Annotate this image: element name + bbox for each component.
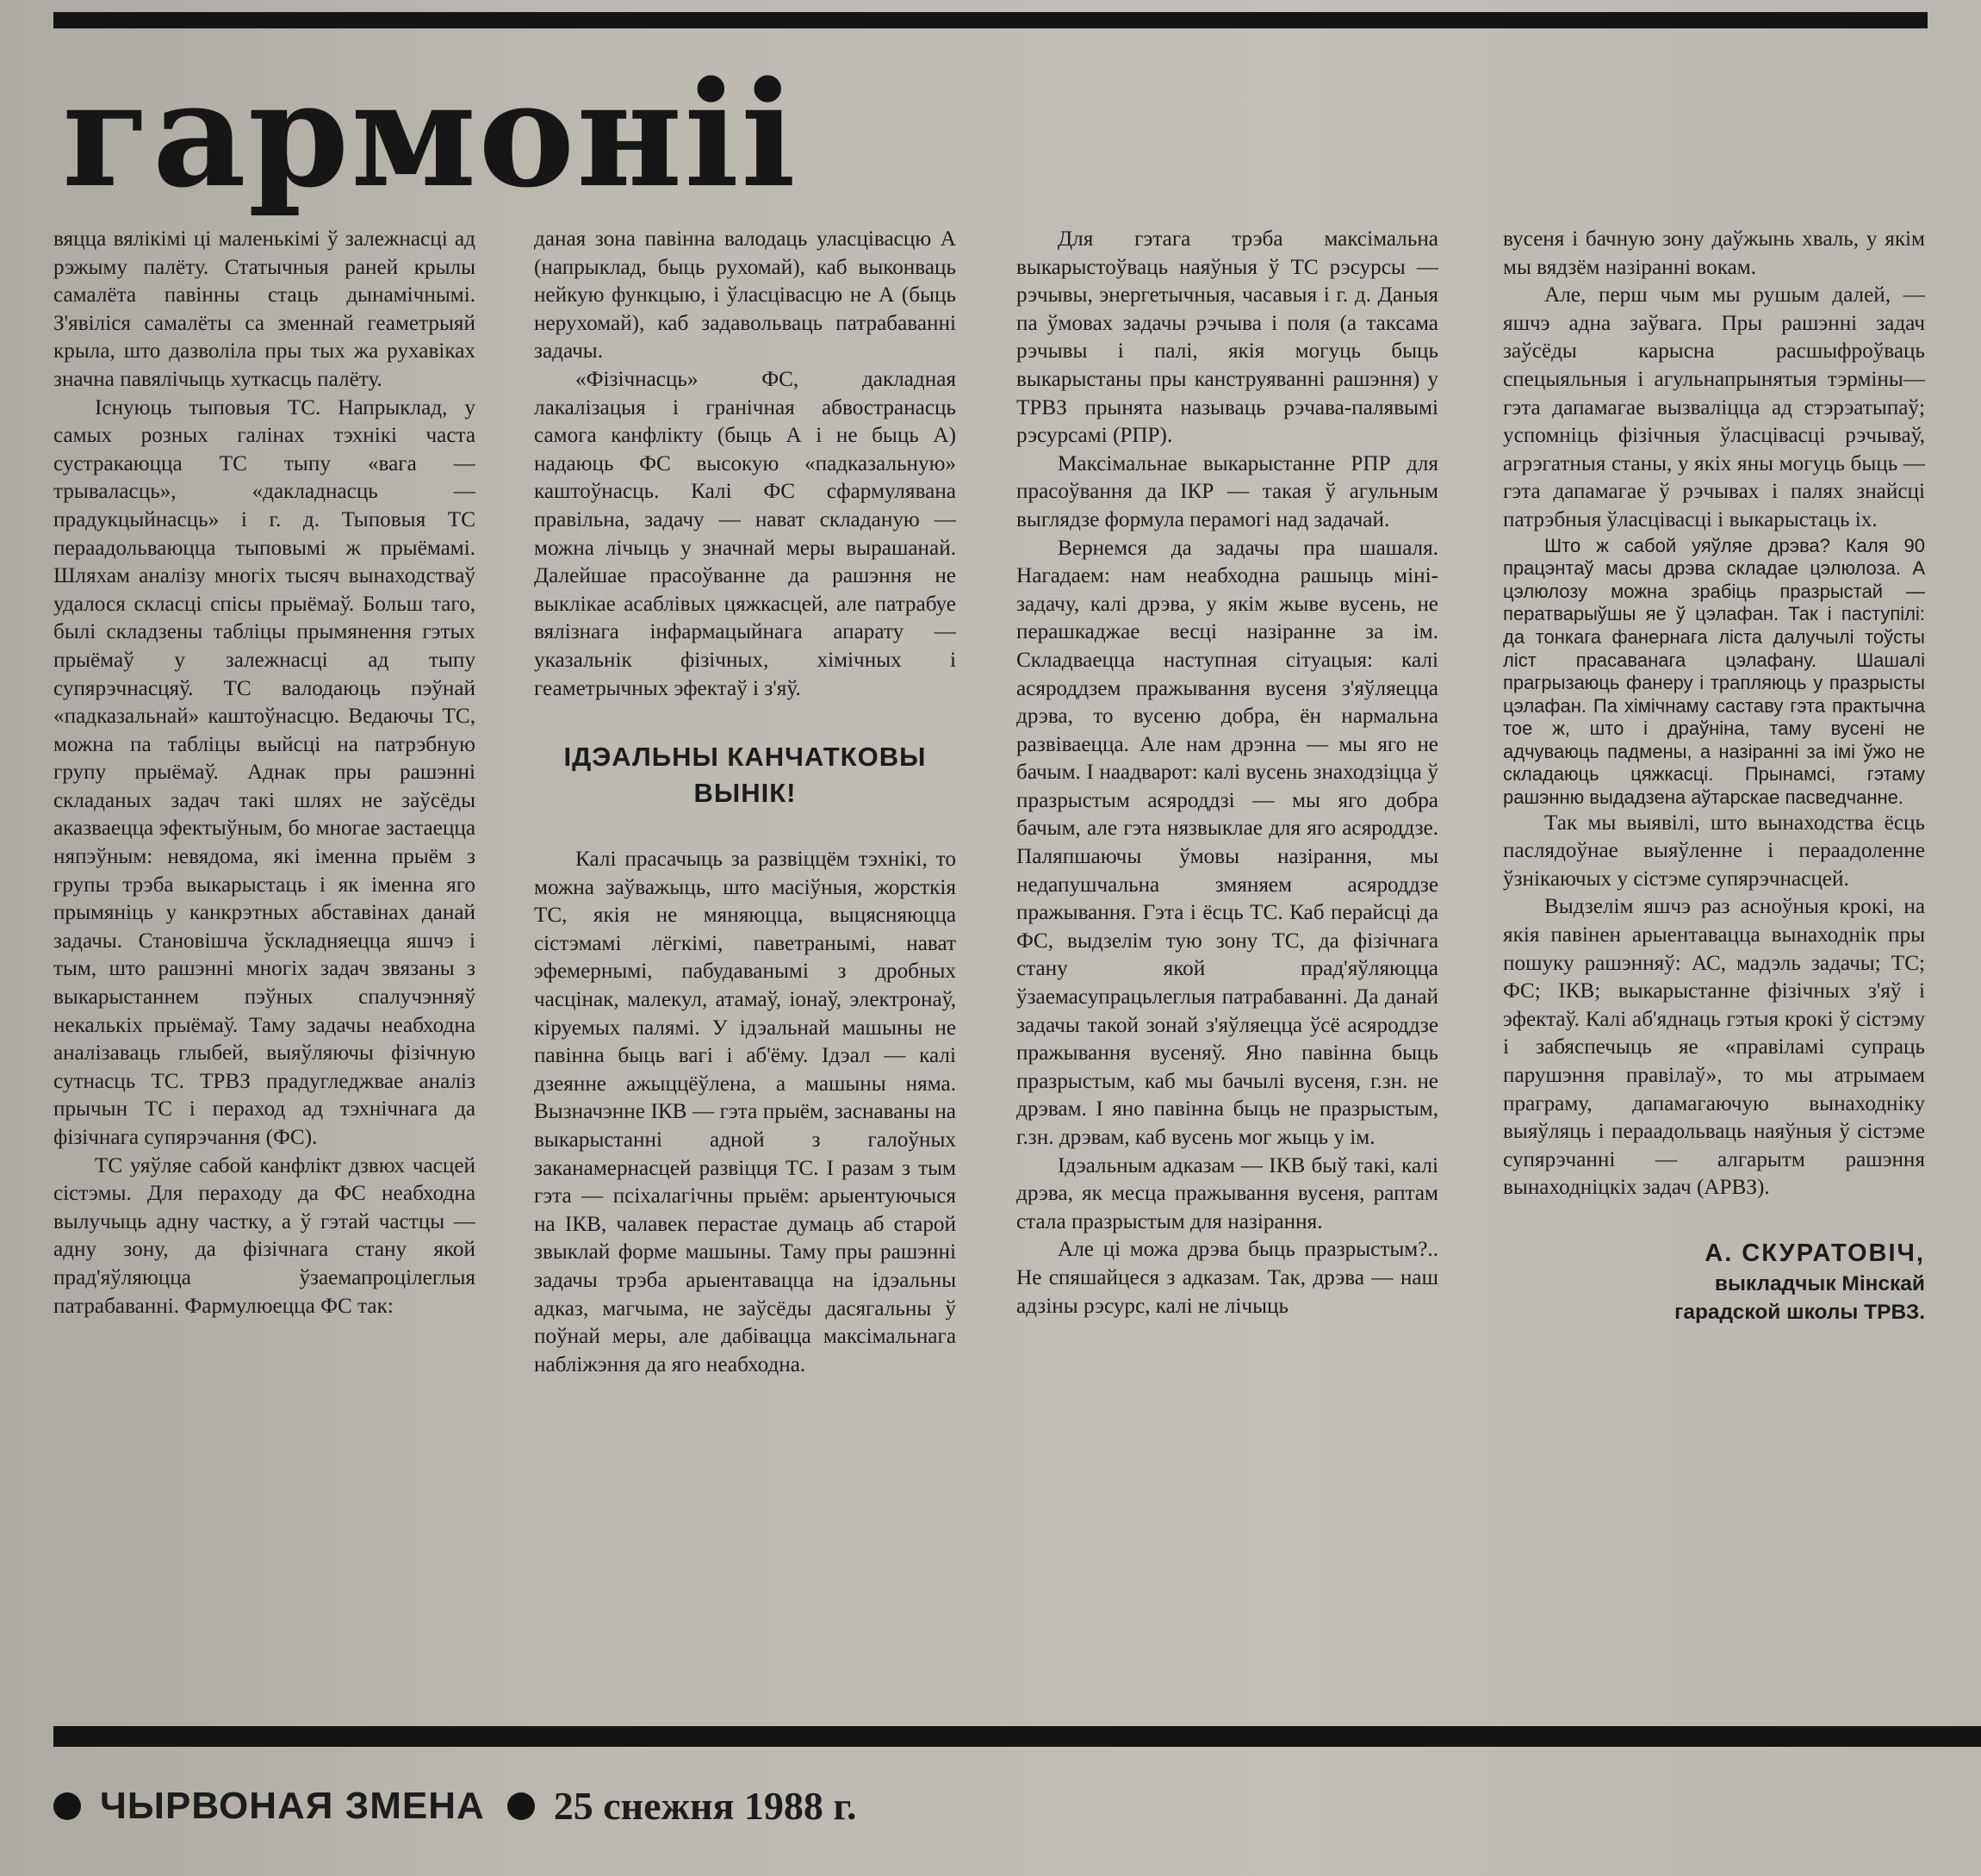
- paragraph: Вернемся да задачы пра шашаля. Нагадаем: нам неабходна рашыць міні-задачу, калі дрэва, у якім жыве вусень, не перашкаджае весці назіранне за ім. Складваецца наступная сітуацыя: калі асяроддзем пражывання вусеня з'яўляецца дрэва, то вусеню добра, ён нармальна развіваецца. Але нам дрэнна — мы яго не бачым. І наадварот: калі вусень знаходзіцца ў празрыстым асяроддзі — мы яго добра бачым, але гэта нязвыклае для яго асяроддзе. Паляпшаючы ўмовы назірання, мы недапушчальна змяняем асяроддзе пражывання. Гэта і ёсць ТС. Каб перайсці да ФС, выдзелім тую зону ТС, да фізічнага стану якой прад'яўляюцца ўзаемасупрацьлеглыя патрабаванні. Да данай задачы такой зонай з'яўляецца ўсё асяроддзе пражывання вусеняў. Яно павінна быць празрыстым, каб мы бачылі вусеня, г.зн. не дрэвам. І яно павінна быць не празрыстым, г.зн. дрэвам, каб вусень мог жыць у ім.: [1016, 536, 1438, 1149]
- paragraph: Але ці можа дрэва быць празрыстым?.. Не спяшайцеся з адказам. Так, дрэва — наш адзіны рэсурс, калі не лічыць: [1016, 1238, 1438, 1318]
- small-print-paragraph: Што ж сабой уяўляе дрэва? Каля 90 працэнтаў масы дрэва складае цэлюлоза. А цэлюлозу можна зрабіць празрыстай — ператварыўшы яе ў цэлафан. Так і паступілі: да тонкага фанернага ліста далучылі тоўсты ліст прасаванага цэлафану. Шашалі прагрызаюць фанеру і трапляюць у празрысты цэлафан. Па хімічнаму саставу гэта практычна тое ж, што і драўніна, таму вусені не адчуваюць падмены, а назіранні за імі ўжо не складаюць цяжкасці. Прынамсі, гэтаму рашэнню выдадзена аўтарскае пасведчанне.: [1503, 534, 1925, 809]
- top-rule: [53, 12, 1928, 28]
- author-role: выкладчык Мінскай: [1714, 1271, 1925, 1295]
- author-signature: [1503, 1237, 1925, 1326]
- paragraph: вяцца вялікімі ці маленькімі ў залежнасці ад рэжыму палёту. Статычныя раней крылы самалёта павінны стаць дынамічнымі. З'явіліся самалёты са зменнай геаметрыяй крыла, што дазволіла пры тых жа рухавіках значна павялічыць хуткасць палёту.: [53, 227, 475, 391]
- paragraph: Так мы выявілі, што вынаходства ёсць паслядоўнае выяўленне і пераадоленне ўзнікаючых у сістэме супярэчнасцей.: [1503, 811, 1925, 891]
- bottom-rule: [53, 1726, 1981, 1747]
- paragraph: Існуюць тыповыя ТС. Напрыклад, у самых розных галінах тэхнікі часта сустракаюцца ТС тыпу «вага — трываласць», «дакладнасць — прадукцыйнасць» і г. д. Тыповыя ТС пераадольваюцца тыповымі ж прыёмамі. Шляхам аналізу многіх тысяч вынаходстваў удалося скласці спісы прыёмаў. Больш таго, былі складзены табліцы прымянення гэтых прыёмаў у залежнасці ад тыпу супярэчнасцяў. ТС валодаюць пэўнай «падказальнай» каштоўнасцю. Ведаючы ТС, можна па табліцы выйсці на патрэбную групу прыёмаў. Аднак пры рашэнні складаных задач такі шлях не заўсёды аказваецца эфектыўным, бо многае застаецца няпэўным: невядома, які іменна прыём з групы трэба выкарыстаць і як іменна яго прымяніць у канкрэтных абставінах данай задачы. Становішча ўскладняецца яшчэ і тым, што рашэнні многіх задач звязаны з выкарыстаннем пэўных спалучэнняў некалькіх прыёмаў. Таму задачы неабходна аналізаваць глыбей, выяўляючы фізічную сутнасць ТС. ТРВЗ прадугледжвае аналіз прычын ТС і пераход ад тэхнічнага да фізічнага супярэчання (ФС).: [53, 395, 475, 1149]
- paragraph: даная зона павінна валодаць уласцівасцю А (напрыклад, быць рухомай), каб выконваць нейкую функцыю, і ўласцівасцю не А (быць нерухомай), каб задавольваць патрабаванні задачы.: [534, 227, 956, 363]
- paragraph: ТС уяўляе сабой канфлікт дзвюх часцей сістэмы. Для пераходу да ФС неабходна вылучыць адну частку, а ў гэтай частцы — адну зону, да фізічнага стану якой прад'яўляюцца ўзаемапроцілеглыя патрабаванні. Фармулюецца ФС так:: [53, 1153, 475, 1318]
- paragraph: вусеня і бачную зону даўжынь хваль, у якім мы вядзём назіранні вокам.: [1503, 227, 1925, 279]
- author-name: А. СКУРАТОВІЧ,: [1705, 1239, 1925, 1267]
- author-role: гарадской школы ТРВЗ.: [1674, 1300, 1925, 1324]
- paragraph: Выдзелім яшчэ раз асноўныя крокі, на якія павінен арыентавацца вынаходнік пры пошуку рашэнняў: АС, мадэль задачы; ТС; ФС; ІКВ; выкарыстанне фізічных з'яў і эфектаў. Калі аб'яднаць гэтыя крокі ў сістэму і забяспечыць яе «правіламі супраць парушэння правілаў», то мы атрымаем праграму, дапамагаючую вынаходніку выяўляць і пераадольваць наяўныя ў сістэме супярэчанні — алгарытм рашэння вынаходніцкіх задач (АРВЗ).: [1503, 895, 1925, 1200]
- column-1: [53, 226, 475, 1707]
- issue-date: 25 снежня 1988 г.: [553, 1784, 857, 1828]
- page-footer: [53, 1781, 857, 1831]
- column-4: [1503, 226, 1925, 1707]
- newspaper-name: ЧЫРВОНАЯ ЗМЕНА: [100, 1785, 485, 1827]
- paragraph: Але, перш чым мы рушым далей, — яшчэ адна заўвага. Пры рашэнні задач заўсёды карысна расшыфроўваць спецыяльныя і агульнапрынятыя тэрміны—гэта дапамагае вызваліцца ад стэрэатыпаў; успомніць фізічныя ўласцівасці рэчываў, агрэгатныя станы, у якіх яны могуць быць — гэта дапамагае ў рэчывах і палях знайсці патрэбныя ўласцівасці і выкарыстаць іх.: [1503, 283, 1925, 531]
- paragraph: Калі прасачыць за развіццём тэхнікі, то можна заўважыць, што масіўныя, жорсткія ТС, якія не мяняюцца, выцясняюцца сістэмамі лёгкімі, паветранымі, нават эфемернымі, пабудаванымі з дробных часцінак, малекул, атамаў, іонаў, электронаў, кіруемых палямі. У ідэальнай машыны не павінна быць вагі і аб'ёму. Ідэал — калі дзеянне ажыццёўлена, а машыны няма. Вызначэнне ІКВ — гэта прыём, заснаваны на выкарыстанні адной з галоўных заканамернасцей развіцця ТС. І разам з тым гэта — псіхалагічны прыём: арыентуючыся на ІКВ, чалавек перастае думаць аб старой звыклай форме машыны. Таму пры рашэнні задачы трэба арыентавацца на ідэальны адказ, магчыма, не заўсёды дасягальны ў поўнай меры, але дабівацца максімальнага набліжэння да яго неабходна.: [534, 848, 956, 1376]
- section-subheading: ІДЭАЛЬНЫ КАНЧАТКОВЫ ВЫНІК!: [563, 742, 927, 809]
- paragraph: Для гэтага трэба максімальна выкарыстоўваць наяўныя ў ТС рэсурсы — рэчывы, энергетычныя, часавыя і г. д. Даныя па ўмовах задачы рэчыва і поля (а таксама рэчывы і палі, якія могуць быць выкарыстаны пры канструяванні рашэння) у ТРВЗ прынята называць рэчава-палявымі рэсурсамі (РПР).: [1016, 227, 1438, 448]
- bullet-icon: [53, 1792, 81, 1820]
- column-3: [1016, 226, 1438, 1707]
- headline: гармоніі: [62, 49, 798, 220]
- bullet-icon: [507, 1792, 535, 1820]
- paragraph: Максімальнае выкарыстанне РПР для прасоўвання да ІКР — такая ў агульным выглядзе формула перамогі над задачай.: [1016, 451, 1438, 531]
- column-2: [534, 226, 956, 1707]
- paragraph: «Фізічнасць» ФС, дакладная лакалізацыя і гранічная абвостранасць самога канфлікту (быць А і не быць А) надаюць ФС высокую «падказальную» каштоўнасць. Калі ФС сфармулявана правільна, задачу — нават складаную — можна лічыць у значнай меры вырашанай. Далейшае прасоўванне да рашэння не выклікае асаблівых цяжкасцей, але патрабуе вялізнага інфармацыйнага апарату — указальнік фізічных, хімічных і геаметрычных эфектаў і з'яў.: [534, 367, 956, 700]
- paragraph: Ідэальным адказам — ІКВ быў такі, калі дрэва, як месца пражывання вусеня, раптам стала празрыстым для назірання.: [1016, 1153, 1438, 1233]
